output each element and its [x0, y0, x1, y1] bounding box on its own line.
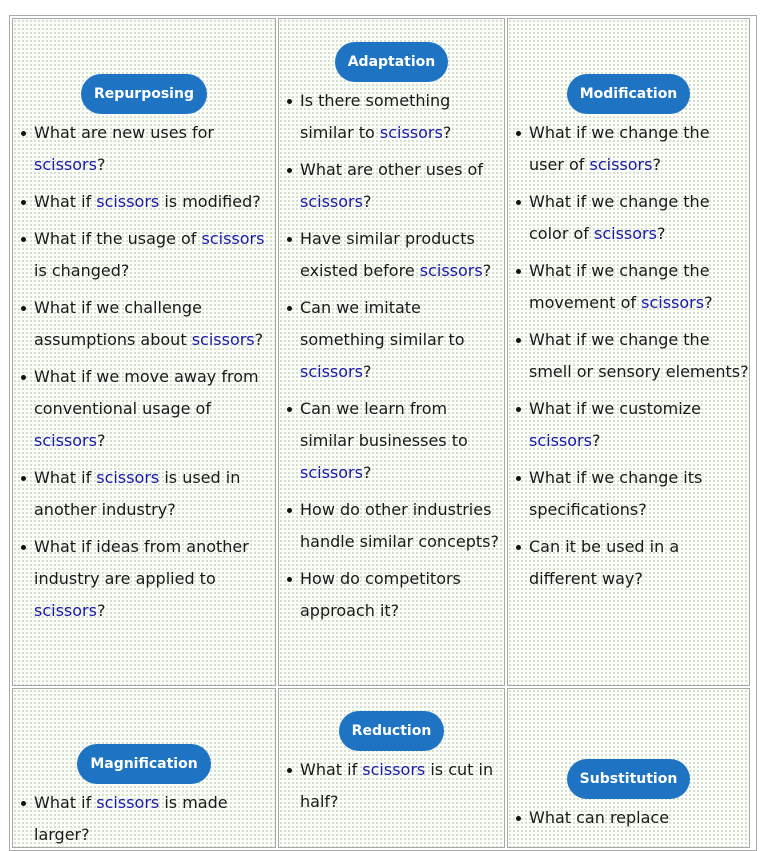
question-text: What if ideas from another industry are applied to: [34, 537, 249, 588]
question-item: [13, 531, 275, 627]
question-text: What if we challenge assumptions about: [34, 298, 202, 349]
question-text: What if we change its specifications?: [529, 468, 703, 519]
adaptation-button[interactable]: Adaptation: [335, 42, 449, 82]
question-item: [13, 117, 275, 181]
question-text: What if we customize: [529, 399, 701, 418]
question-item: [13, 292, 275, 356]
question-text-suffix: ?: [96, 431, 106, 450]
repurposing-button[interactable]: Repurposing: [81, 74, 207, 114]
question-item: [279, 85, 504, 149]
repurposing-question-list: [13, 117, 275, 627]
question-text: Have similar products existed before: [300, 229, 475, 280]
question-text-suffix: is used in another industry?: [34, 468, 241, 519]
question-text-suffix: ?: [96, 601, 106, 620]
question-text: What if we change the smell or sensory elements?: [529, 330, 749, 381]
question-item: [508, 255, 749, 319]
question-text: Is there something similar to: [300, 91, 451, 142]
keyword-link[interactable]: scissors: [379, 123, 443, 142]
keyword-link[interactable]: scissors: [529, 431, 592, 450]
question-text: Can it be used in a different way?: [529, 537, 680, 588]
question-text-suffix: ?: [442, 123, 452, 142]
modification-question-list: [508, 117, 749, 595]
question-text: How do competitors approach it?: [300, 569, 461, 620]
question-text: What can replace: [529, 808, 670, 827]
question-text: What if: [34, 192, 97, 211]
keyword-link[interactable]: scissors: [594, 224, 657, 243]
question-text-suffix: ?: [656, 224, 666, 243]
question-text-suffix: is modified?: [159, 192, 261, 211]
card-magnification: [12, 688, 276, 848]
modification-button[interactable]: Modification: [567, 74, 691, 114]
question-item: [13, 787, 275, 851]
question-text-suffix: ?: [482, 261, 492, 280]
question-text: What are new uses for: [34, 123, 214, 142]
keyword-link[interactable]: scissors: [419, 261, 483, 280]
question-item: [508, 462, 749, 526]
question-item: [279, 754, 504, 818]
adaptation-question-list: [279, 85, 504, 627]
question-item: [279, 393, 504, 489]
magnification-button[interactable]: Magnification: [77, 744, 210, 784]
question-text: What if we move away from conventional usage of: [34, 367, 259, 418]
question-item: [508, 117, 749, 181]
question-text: Can we learn from similar businesses to: [300, 399, 468, 450]
question-text: What if we change the movement of: [529, 261, 710, 312]
keyword-link[interactable]: scissors: [96, 192, 160, 211]
keyword-link[interactable]: scissors: [96, 793, 160, 812]
question-text: What if: [34, 793, 97, 812]
question-item: [508, 531, 749, 595]
question-text-suffix: ?: [362, 192, 372, 211]
question-item: [13, 223, 275, 287]
question-item: [279, 563, 504, 627]
question-text-suffix: ?: [362, 362, 372, 381]
question-text-suffix: ?: [591, 431, 601, 450]
question-text-suffix: ?: [362, 463, 372, 482]
question-text-suffix: ?: [652, 155, 661, 174]
question-item: [279, 494, 504, 558]
keyword-link[interactable]: scissors: [201, 229, 265, 248]
card-adaptation: [278, 18, 505, 686]
question-text: What are other uses of: [300, 160, 483, 179]
question-text-suffix: is cut in half?: [300, 760, 494, 811]
question-text: What if the usage of: [34, 229, 202, 248]
magnification-question-list: [13, 787, 275, 851]
keyword-link[interactable]: scissors: [300, 192, 363, 211]
question-text: Can we imitate something similar to: [300, 298, 465, 349]
keyword-link[interactable]: scissors: [362, 760, 426, 779]
card-reduction: [278, 688, 505, 848]
question-text: What if: [34, 468, 97, 487]
keyword-link[interactable]: scissors: [34, 155, 97, 174]
scamper-grid: [9, 15, 757, 851]
question-item: [508, 186, 749, 250]
keyword-link[interactable]: scissors: [300, 362, 363, 381]
question-item: [508, 324, 749, 388]
question-text-suffix: is changed?: [34, 261, 130, 280]
question-text-suffix: ?: [704, 293, 713, 312]
keyword-link[interactable]: scissors: [34, 431, 97, 450]
keyword-link[interactable]: scissors: [96, 468, 160, 487]
question-item: [508, 393, 749, 457]
substitution-button[interactable]: Substitution: [567, 759, 691, 799]
keyword-link[interactable]: scissors: [191, 330, 255, 349]
card-repurposing: [12, 18, 276, 686]
question-item: [508, 802, 749, 834]
question-text: What if we change the color of: [529, 192, 710, 243]
question-text-suffix: ?: [96, 155, 106, 174]
question-text-suffix: ?: [254, 330, 264, 349]
question-text: What if: [300, 760, 363, 779]
question-text: How do other industries handle similar concepts?: [300, 500, 499, 551]
keyword-link[interactable]: scissors: [641, 293, 705, 312]
question-item: [13, 186, 275, 218]
keyword-link[interactable]: scissors: [589, 155, 653, 174]
question-item: [279, 292, 504, 388]
question-item: [279, 223, 504, 287]
question-item: [13, 361, 275, 457]
reduction-question-list: [279, 754, 504, 818]
card-modification: [507, 18, 750, 686]
reduction-button[interactable]: Reduction: [339, 711, 445, 751]
question-item: [279, 154, 504, 218]
keyword-link[interactable]: scissors: [34, 601, 97, 620]
question-text-suffix: is made larger?: [34, 793, 228, 844]
substitution-question-list: [508, 802, 749, 834]
question-item: [13, 462, 275, 526]
question-text: What if we change the user of: [529, 123, 710, 174]
card-substitution: [507, 688, 750, 848]
keyword-link[interactable]: scissors: [300, 463, 363, 482]
